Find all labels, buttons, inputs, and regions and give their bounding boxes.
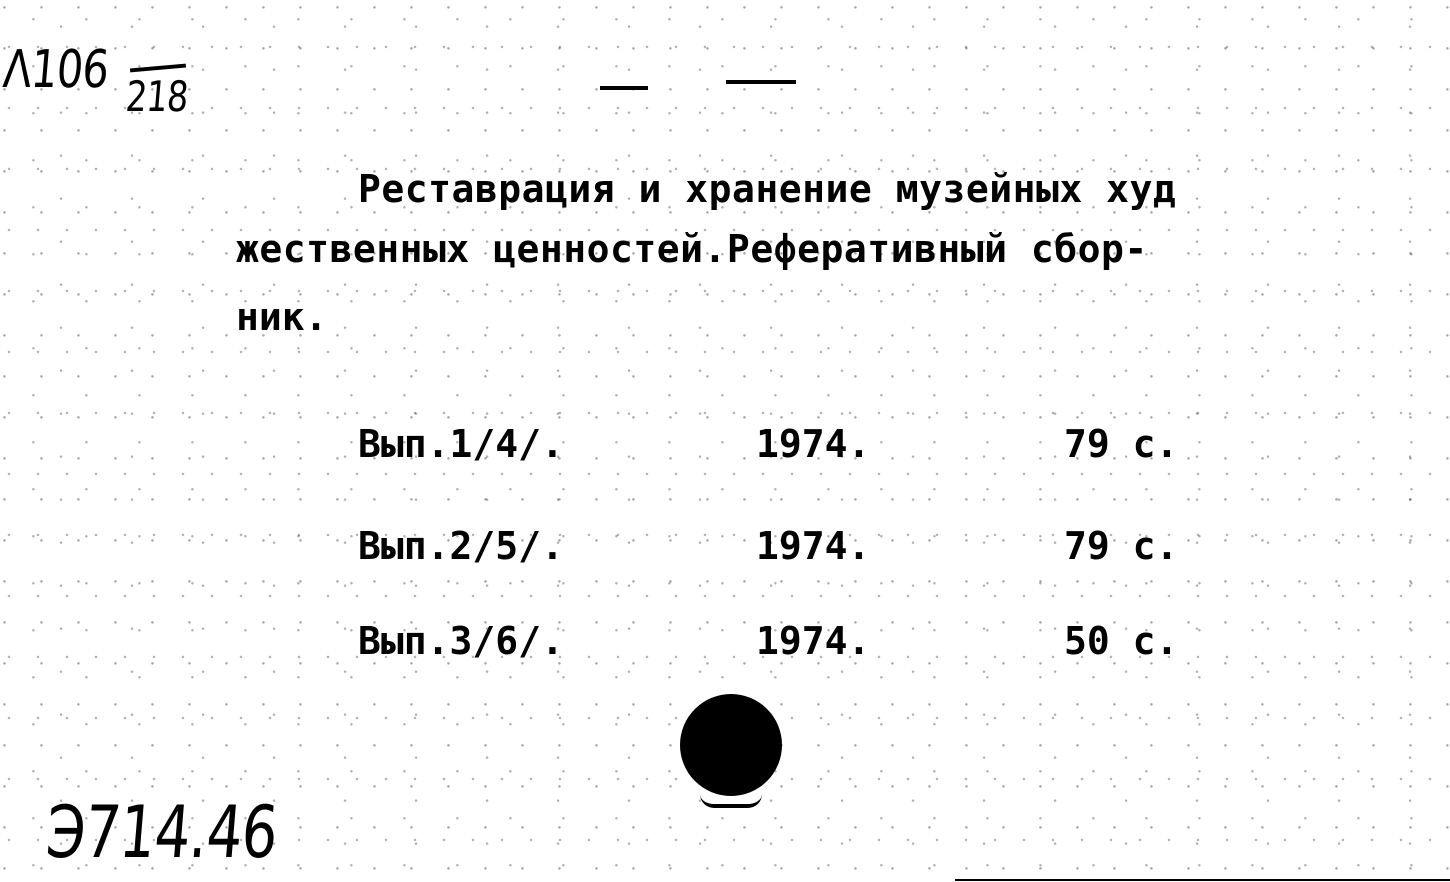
issue-year: 1974. xyxy=(756,524,871,568)
issue-pages: 50 с. xyxy=(1064,619,1179,663)
header-dash xyxy=(600,86,648,90)
shelf-mark: Λ106 xyxy=(0,40,111,100)
issue-pages: 79 с. xyxy=(1064,422,1179,466)
card-edge-line xyxy=(955,879,1450,881)
title-line-1: Реставрация и хранение музейных худ xyxy=(358,167,1177,211)
issue-label: Вып.1/4/. xyxy=(358,422,564,466)
issue-year: 1974. xyxy=(756,619,871,663)
issue-pages: 79 с. xyxy=(1064,524,1179,568)
issue-label: Вып.3/6/. xyxy=(358,619,564,663)
punch-hole-shadow xyxy=(700,794,762,808)
title-line-2: жественных ценностей.Реферативный сбор- xyxy=(236,227,1148,271)
issue-year: 1974. xyxy=(756,422,871,466)
shelf-number: 218 xyxy=(123,72,190,121)
inventory-number: Э714.46 xyxy=(43,790,281,874)
issue-label: Вып.2/5/. xyxy=(358,524,564,568)
punch-hole xyxy=(680,694,782,796)
title-line-3: ник. xyxy=(236,295,328,339)
header-dash xyxy=(726,80,796,84)
